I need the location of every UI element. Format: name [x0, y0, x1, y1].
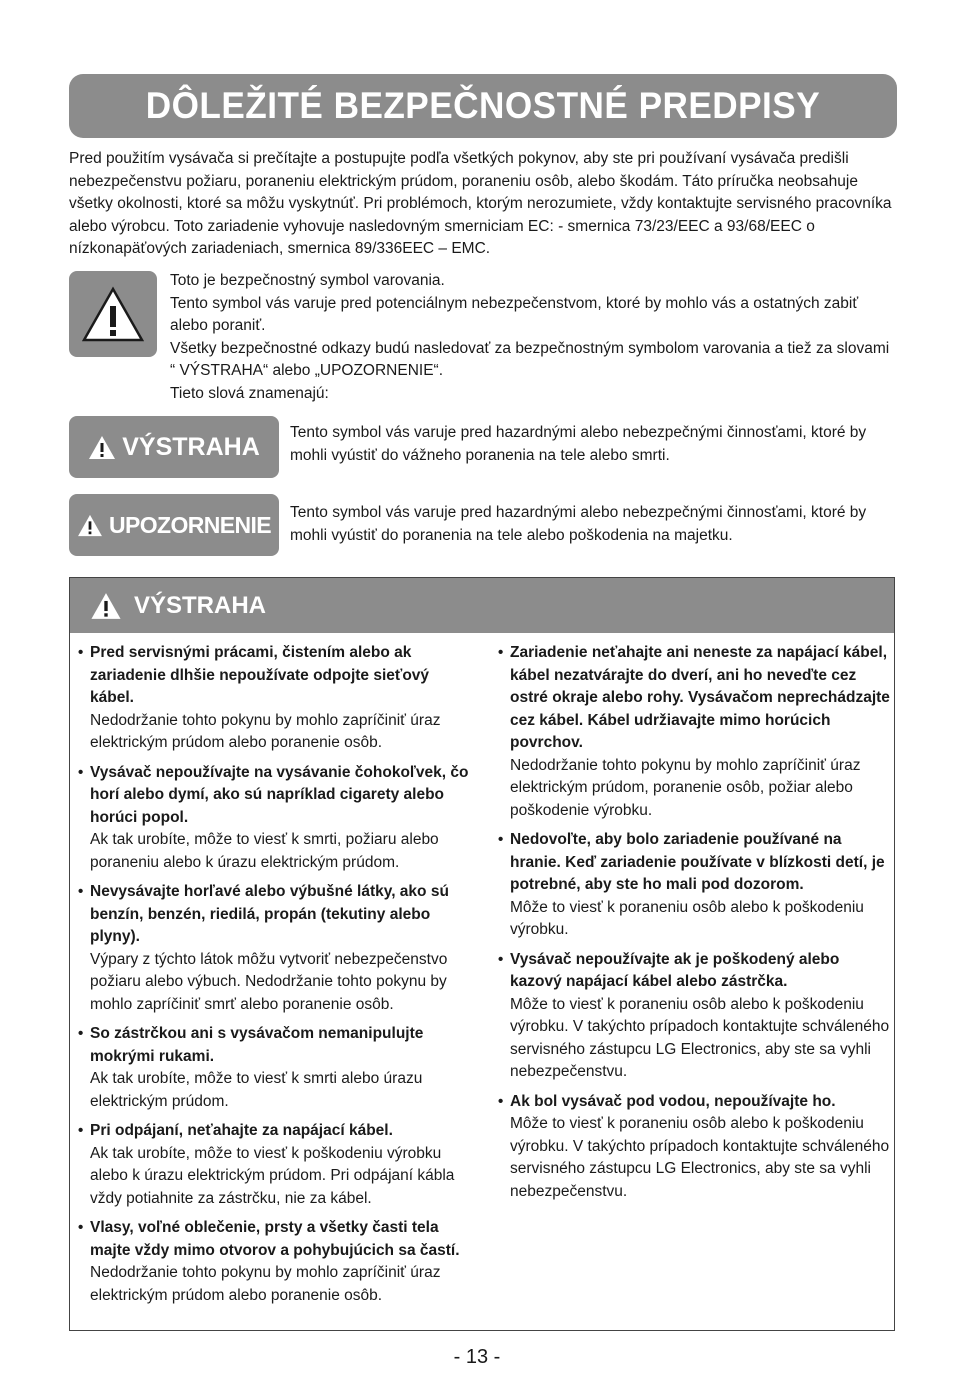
- warning-item: [498, 829, 890, 942]
- bullet: •: [78, 644, 84, 661]
- page-number: - 13 -: [453, 1346, 501, 1368]
- bullet: •: [498, 1092, 504, 1110]
- warning-item-heading: Nevysávajte horľavé alebo výbušné látky, ako sú benzín, benzén, riedilá, propán (tekutiny alebo plyny).: [90, 883, 449, 945]
- warning-item-heading: Nedovoľte, aby bolo zariadenie používané na hranie. Keď zariadenie používate v blízkosti detí, je potrebné, aby ste ho mali pod dozorom.: [510, 831, 885, 893]
- warning-item-text: Ak tak urobíte, môže to viesť k smrti, požiaru alebo poraneniu alebo k úrazu elektrickým prúdom.: [90, 831, 439, 871]
- warning-item: [78, 1023, 473, 1113]
- warning-item: [498, 1091, 890, 1204]
- bullet: •: [78, 763, 84, 781]
- warning-triangle-icon: [77, 514, 103, 537]
- title-banner: [69, 74, 897, 138]
- warning-panel: [69, 577, 895, 1331]
- warning-triangle-icon: [82, 286, 144, 342]
- symbol-line: Všetky bezpečnostné odkazy budú nasledovať za bezpečnostným symbolom varovania a tiež za slovami “ VÝSTRAHA“ alebo „UPOZORNENIE“.: [170, 339, 890, 379]
- warning-item-text: Nedodržanie tohto pokynu by mohlo zapríčiniť úraz elektrickým prúdom alebo poranenie osôb.: [90, 711, 441, 751]
- warning-item: [78, 1120, 473, 1210]
- symbol-line: Toto je bezpečnostný symbol varovania.: [170, 272, 445, 289]
- warning-item-text: Nedodržanie tohto pokynu by mohlo zapríčiniť úraz elektrickým prúdom, poranenie osôb, požiar alebo poškodenie výrobku.: [510, 756, 861, 819]
- bullet: •: [78, 1219, 84, 1236]
- warning-item: [78, 881, 473, 1016]
- symbol-line: Tieto slová znamenajú:: [170, 384, 329, 402]
- warning-item-heading: So zástrčkou ani s vysávačom nemanipulujte mokrými rukami.: [90, 1025, 424, 1065]
- warning-item: [498, 642, 890, 822]
- bullet: •: [78, 883, 84, 900]
- intro-paragraph: Pred použitím vysávača si prečítajte a postupujte podľa všetkých pokynov, aby ste pri používaní vysávača predišli nebezpečenstvu požiaru, poraneniu elektrickým prúdom, poraneniu osôb, alebo škodám. Táto príručka neobsahuje všetky okolnosti, ktoré sa môžu vyskytnúť. Pri problémoch, ktorým nerozumiete, vždy kontaktujte servisného pracovníka alebo výrobcu. Toto zariadenie vyhovuje nasledovným smerniciam EC: - smernica 73/23/EEC a 93/68/EEC o nízkonapäťových zariadeniach, smernica 89/336EEC – EMC.: [69, 150, 892, 257]
- warning-column-right: [498, 642, 890, 1210]
- page-title: DÔLEŽITÉ BEZPEČNOSTNÉ PREDPISY: [145, 85, 821, 126]
- warning-item: [78, 642, 473, 755]
- warning-item-heading: Zariadenie neťahajte ani neneste za napájací kábel, kábel nezatvárajte do dverí, ani ho neveďte cez ostré okraje alebo rohy. Vysávačom neprechádzajte cez kábel. Kábel udržiavajte mimo horúcich povrchov.: [510, 644, 890, 751]
- warning-item-heading: Pred servisnými prácami, čistením alebo ak zariadenie dlhšie nepoužívate odpojte sieťový kábel.: [90, 644, 430, 706]
- warning-triangle-icon: [90, 592, 122, 620]
- warning-item-text: Môže to viesť k poraneniu osôb alebo k poškodeniu výrobku. V takýchto prípadoch kontaktujte schváleného servisného zástupcu LG Electronics, aby ste sa vyhli nebezpečenstvu.: [510, 1115, 890, 1200]
- warning-item-heading: Vysávač nepoužívajte ak je poškodený alebo kazový napájací kábel alebo zástrčka.: [510, 950, 840, 990]
- warning-label: VÝSTRAHA: [122, 432, 260, 461]
- warning-badge: [69, 416, 279, 478]
- bullet: •: [78, 1025, 84, 1042]
- warning-item: [78, 1217, 473, 1307]
- warning-item: [498, 949, 890, 1084]
- warning-item-text: Výpary z týchto látok môžu vytvoriť nebezpečenstvo požiaru alebo výbuch. Nedodržanie tohto pokynu by mohlo zapríčiniť smrť alebo poranenie osôb.: [90, 950, 448, 1013]
- warning-panel-title: VÝSTRAHA: [134, 591, 267, 619]
- warning-panel-header: [70, 578, 894, 633]
- caution-description: Tento symbol vás varuje pred hazardnými alebo nebezpečnými činnosťami, ktoré by mohli vyústiť do poranenia na tele alebo poškodenia na majetku.: [290, 504, 867, 544]
- warning-item-heading: Vlasy, voľné oblečenie, prsty a všetky časti tela majte vždy mimo otvorov a pohybujúcich sa častí.: [90, 1219, 460, 1259]
- warning-item: [78, 762, 473, 875]
- warning-item-text: Nedodržanie tohto pokynu by mohlo zapríčiniť úraz elektrickým prúdom alebo poranenie osôb.: [90, 1264, 441, 1304]
- bullet: •: [498, 831, 504, 848]
- safety-symbol-box: [69, 271, 157, 357]
- warning-description: Tento symbol vás varuje pred hazardnými alebo nebezpečnými činnosťami, ktoré by mohli vyústiť do vážneho poranenia na tele alebo smrti.: [290, 424, 867, 464]
- caution-label: UPOZORNENIE: [108, 511, 272, 538]
- warning-column-left: [78, 642, 473, 1314]
- warning-item-heading: Ak bol vysávač pod vodou, nepoužívajte ho.: [510, 1092, 836, 1110]
- warning-item-heading: Pri odpájaní, neťahajte za napájací kábel.: [90, 1122, 393, 1139]
- warning-item-text: Môže to viesť k poraneniu osôb alebo k poškodeniu výrobku.: [510, 898, 864, 938]
- caution-badge: [69, 494, 279, 556]
- warning-triangle-icon: [88, 435, 116, 460]
- symbol-explanation: [170, 270, 890, 405]
- warning-item-heading: Vysávač nepoužívajte na vysávanie čohokoľvek, čo horí alebo dymí, ako sú napríklad cigarety alebo horúci popol.: [90, 763, 469, 826]
- bullet: •: [498, 644, 504, 661]
- bullet: •: [78, 1122, 84, 1139]
- warning-item-text: Môže to viesť k poraneniu osôb alebo k poškodeniu výrobku. V takýchto prípadoch kontaktujte schváleného servisného zástupcu LG Electronics, aby ste sa vyhli nebezpečenstvu.: [510, 995, 890, 1080]
- warning-item-text: Ak tak urobíte, môže to viesť k smrti alebo úrazu elektrickým prúdom.: [90, 1070, 423, 1110]
- symbol-line: Tento symbol vás varuje pred potenciálnym nebezpečenstvom, ktoré by mohlo vás a ostatných zabiť alebo poraniť.: [170, 294, 859, 334]
- bullet: •: [498, 950, 504, 968]
- warning-item-text: Ak tak urobíte, môže to viesť k poškodeniu výrobku alebo k úrazu elektrickým prúdom. Pri odpájaní kábla vždy potiahnite za zástrčku, nie za kábel.: [90, 1144, 455, 1207]
